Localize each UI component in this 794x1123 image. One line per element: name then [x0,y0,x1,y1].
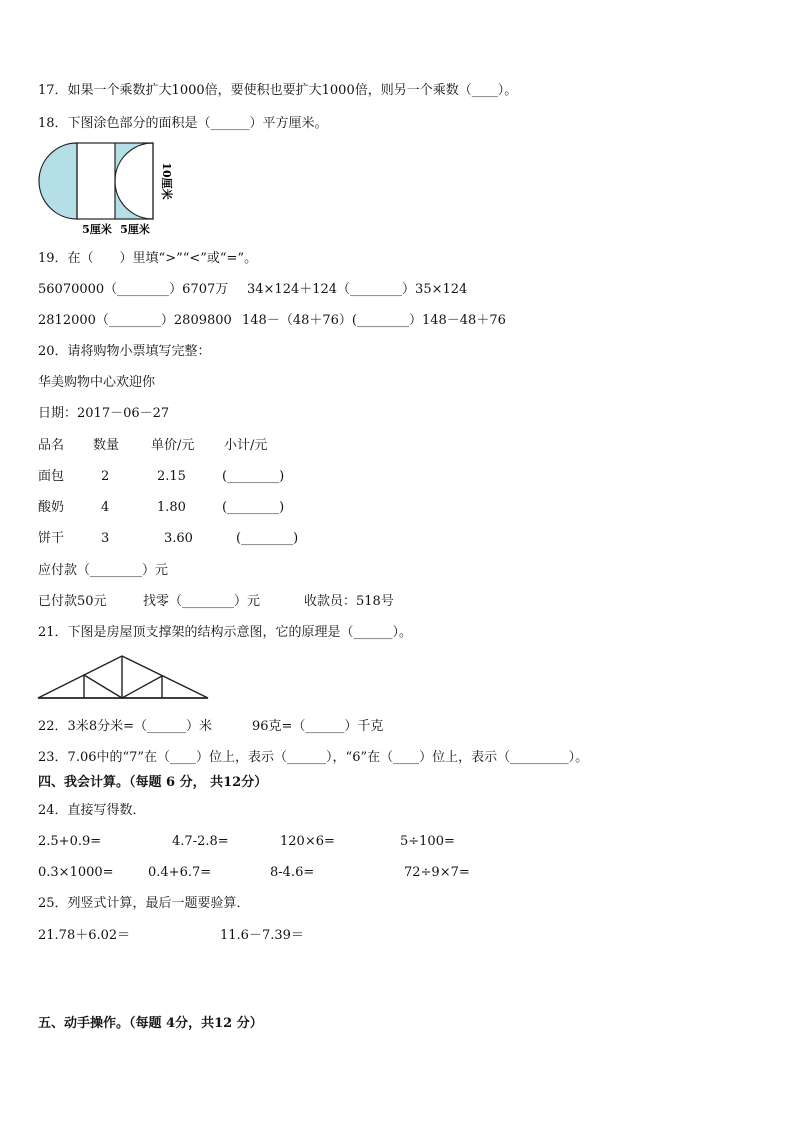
receipt-cashier: 收款员：518号 [304,594,394,609]
receipt-header-qty: 数量 [93,438,120,453]
receipt-row-price: 1.80 [157,500,186,515]
q19-row1-left: 56070000（________）6707万 [38,282,229,297]
q24-item: 4.7-2.8= [172,834,229,849]
receipt-header-subtotal: 小计/元 [224,438,268,453]
receipt-date: 日期：2017－06－27 [38,406,170,421]
question-18: 18．下图涂色部分的面积是（______）平方厘米。 [38,116,328,131]
receipt-row-qty: 3 [101,531,110,546]
question-24-title: 24．直接写得数． [38,803,146,818]
q24-item: 0.4+6.7= [148,865,212,880]
q25-item-b: 11.6－7.39＝ [220,928,304,943]
section-4-heading: 四、我会计算。（每题 6 分， 共12分） [38,775,268,790]
receipt-change: 找零（________）元 [143,594,261,609]
question-21: 21．下图是房屋顶支撑架的结构示意图，它的原理是（______）。 [38,625,413,640]
q19-row1-right: 34×124＋124（________）35×124 [247,282,468,297]
receipt-header-price: 单价/元 [151,438,195,453]
receipt-row-qty: 4 [101,500,110,515]
q25-item-a: 21.78＋6.02＝ [38,928,131,943]
receipt-row-price: 3.60 [164,531,193,546]
receipt-row-name: 酸奶 [38,500,65,515]
left-semicircle [39,143,77,219]
section-5-heading: 五、动手操作。（每题 4分，共12 分） [38,1016,263,1031]
q24-item: 0.3×1000= [38,865,114,880]
receipt-row-name: 饼干 [38,531,65,546]
question-22-a: 22．3米8分米=（______）米 [38,719,212,734]
shaded-area-figure [36,140,186,240]
q24-item: 5÷100= [400,834,455,849]
receipt-row-subtotal: (________) [236,531,299,546]
roof-truss-figure [36,652,212,702]
receipt-header-name: 品名 [38,438,65,453]
receipt-store: 华美购物中心欢迎你 [38,375,156,390]
question-22-b: 96克=（______）千克 [252,719,384,734]
question-19-title: 19．在（ ）里填“>”“<”或“=”。 [38,251,258,266]
q19-row2-left: 2812000（________）2809800 [38,313,232,328]
width-label-left: 5厘米 [82,223,112,236]
height-label: 10厘米 [160,162,173,200]
q19-row2-right: 148－（48＋76）(________）148－48＋76 [242,313,506,328]
receipt-payable: 应付款（________）元 [38,563,169,578]
receipt-row-subtotal: (________) [222,469,285,484]
q24-item: 2.5+0.9= [38,834,102,849]
width-label-right: 5厘米 [120,223,150,236]
receipt-paid: 已付款50元 [38,594,107,609]
receipt-row-price: 2.15 [157,469,186,484]
q24-item: 72÷9×7= [404,865,470,880]
q24-item: 8-4.6= [270,865,315,880]
receipt-row-subtotal: (________) [222,500,285,515]
receipt-row-name: 面包 [38,469,65,484]
question-25-title: 25．列竖式计算，最后一题要验算． [38,896,250,911]
question-17: 17．如果一个乘数扩大1000倍，要使积也要扩大1000倍，则另一个乘数（____）。 [38,83,518,98]
question-20-title: 20．请将购物小票填写完整： [38,344,211,359]
q24-item: 120×6= [280,834,335,849]
receipt-row-qty: 2 [101,469,110,484]
question-23: 23．7.06中的“7”在（____）位上，表示（______），“6”在（____）位上，表示（_________）。 [38,750,589,765]
